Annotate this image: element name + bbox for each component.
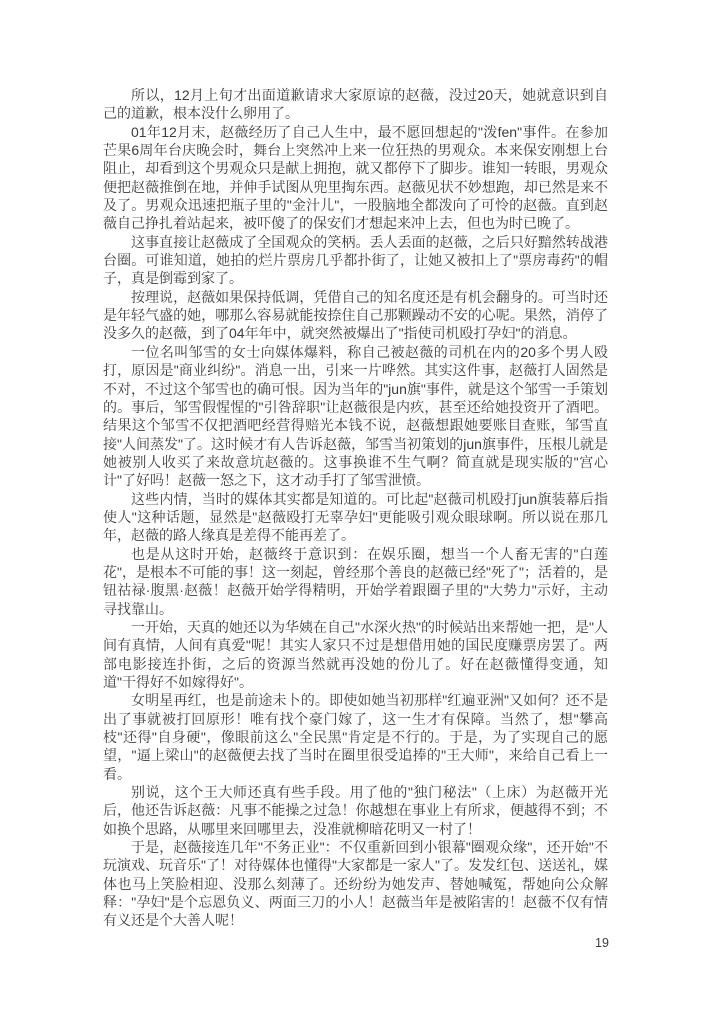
paragraph: 这事直接让赵薇成了全国观众的笑柄。丢人丢面的赵薇，之后只好黯然转战港台圈。可谁知道，她拍的烂片票房几乎都扑街了，让她又被扣上了"票房毒药"的帽子，真是倒霉到家了。 <box>103 233 608 287</box>
paragraph: 按理说，赵薇如果保持低调，凭借自己的知名度还是有机会翻身的。可当时还是年轻气盛的她，哪那么容易就能按捺住自己那颗躁动不安的心呢。果然，消停了没多久的赵薇，到了04年年中，就突然被爆出了"指使司机殴打孕妇"的消息。 <box>103 288 608 342</box>
paragraph: 一位名叫邹雪的女士向媒体爆料，称自己被赵薇的司机在内的20多个男人殴打，原因是"商业纠纷"。消息一出，引来一片哗然。其实这件事，赵薇打人固然是不对，不过这个邹雪也的确可恨。因为当年的"jun旗"事件，就是这个邹雪一手策划的。事后，邹雪假惺惺的"引咎辞职"让赵薇很是内疚，甚至还给她投资开了酒吧。结果这个邹雪不仅把酒吧经营得赔光本钱不说，赵薇想跟她要账目查账，邹雪直接"人间蒸发"了。这时候才有人告诉赵薇，邹雪当初策划的jun旗事件，压根儿就是她被别人收买了来故意坑赵薇的。这事换谁不生气啊？简直就是现实版的"宫心计"了好吗！赵薇一怒之下，这才动手打了邹雪泄愤。 <box>103 343 608 489</box>
article-body <box>103 86 608 930</box>
paragraph: 一开始，天真的她还以为华姨在自己"水深火热"的时候站出来帮她一把，是"人间有真情，人间有真爱"呢！其实人家只不过是想借用她的国民度赚票房罢了。两部电影接连扑街，之后的资源当然就再没她的份儿了。好在赵薇懂得变通，知道"干得好不如嫁得好"。 <box>103 618 608 690</box>
paragraph: 别说，这个王大师还真有些手段。用了他的"独门秘法"（上床）为赵薇开光后，他还告诉赵薇：凡事不能操之过急！你越想在事业上有所求，便越得不到；不如换个思路，从哪里来回哪里去，没准就柳暗花明又一村了！ <box>103 784 608 837</box>
page-number: 19 <box>595 936 609 950</box>
paragraph: 所以，12月上旬才出面道歉请求大家原谅的赵薇，没过20天，她就意识到自己的道歉，根本没什么卵用了。 <box>103 87 608 122</box>
paragraph: 女明星再红，也是前途未卜的。即使如她当初那样"红遍亚洲"又如何？还不是出了事就被打回原形！唯有找个豪门嫁了，这一生才有保障。当然了，想"攀高枝"还得"自身硬"，像眼前这么"全民黑"肯定是不行的。于是，为了实现自己的愿望，"逼上梁山"的赵薇便去找了当时在圈里很受追捧的"王大师"，来给自己看上一看。 <box>103 692 608 782</box>
paragraph: 这些内情，当时的媒体其实都是知道的。可比起"赵薇司机殴打jun旗装幕后指使人"这种话题，显然是"赵薇殴打无辜孕妇"更能吸引观众眼球啊。所以说在那几年，赵薇的路人缘真是差得不能再差了。 <box>103 490 608 544</box>
paragraph: 于是，赵薇接连几年"不务正业"：不仅重新回到小银幕"圈观众缘"，还开始"不玩演戏、玩音乐"了！对待媒体也懂得"大家都是一家人"了。发发红包、送送礼，媒体也马上笑脸相迎、没那么刻薄了。还纷纷为她发声、替她喊冤，帮她向公众解释："孕妇"是个忘恩负义、两面三刀的小人！赵薇当年是被陷害的！赵薇不仅有情有义还是个大善人呢！ <box>103 839 608 929</box>
paragraph: 也是从这时开始，赵薇终于意识到：在娱乐圈，想当一个人畜无害的"白莲花"，是根本不可能的事！这一刻起，曾经那个善良的赵薇已经"死了"；活着的，是钮祜禄·腹黑·赵薇！赵薇开始学得精明，开始学着跟圈子里的"大势力"示好，主动寻找靠山。 <box>103 545 608 617</box>
paragraph: 01年12月末，赵薇经历了自己人生中，最不愿回想起的"泼fen"事件。在参加芒果6周年台庆晚会时，舞台上突然冲上来一位狂热的男观众。本来保安刚想上台阻止，却看到这个男观众只是献上拥抱，就又都停下了脚步。谁知一转眼，男观众便把赵薇推倒在地，并伸手试图从兜里掏东西。赵薇见状不妙想跑，却已然是来不及了。男观众迅速把瓶子里的"金汁儿"，一股脑地全都泼向了可怜的赵薇。直到赵薇自己挣扎着站起来，被吓傻了的保安们才想起来冲上去，但也为时已晚了。 <box>103 123 608 232</box>
